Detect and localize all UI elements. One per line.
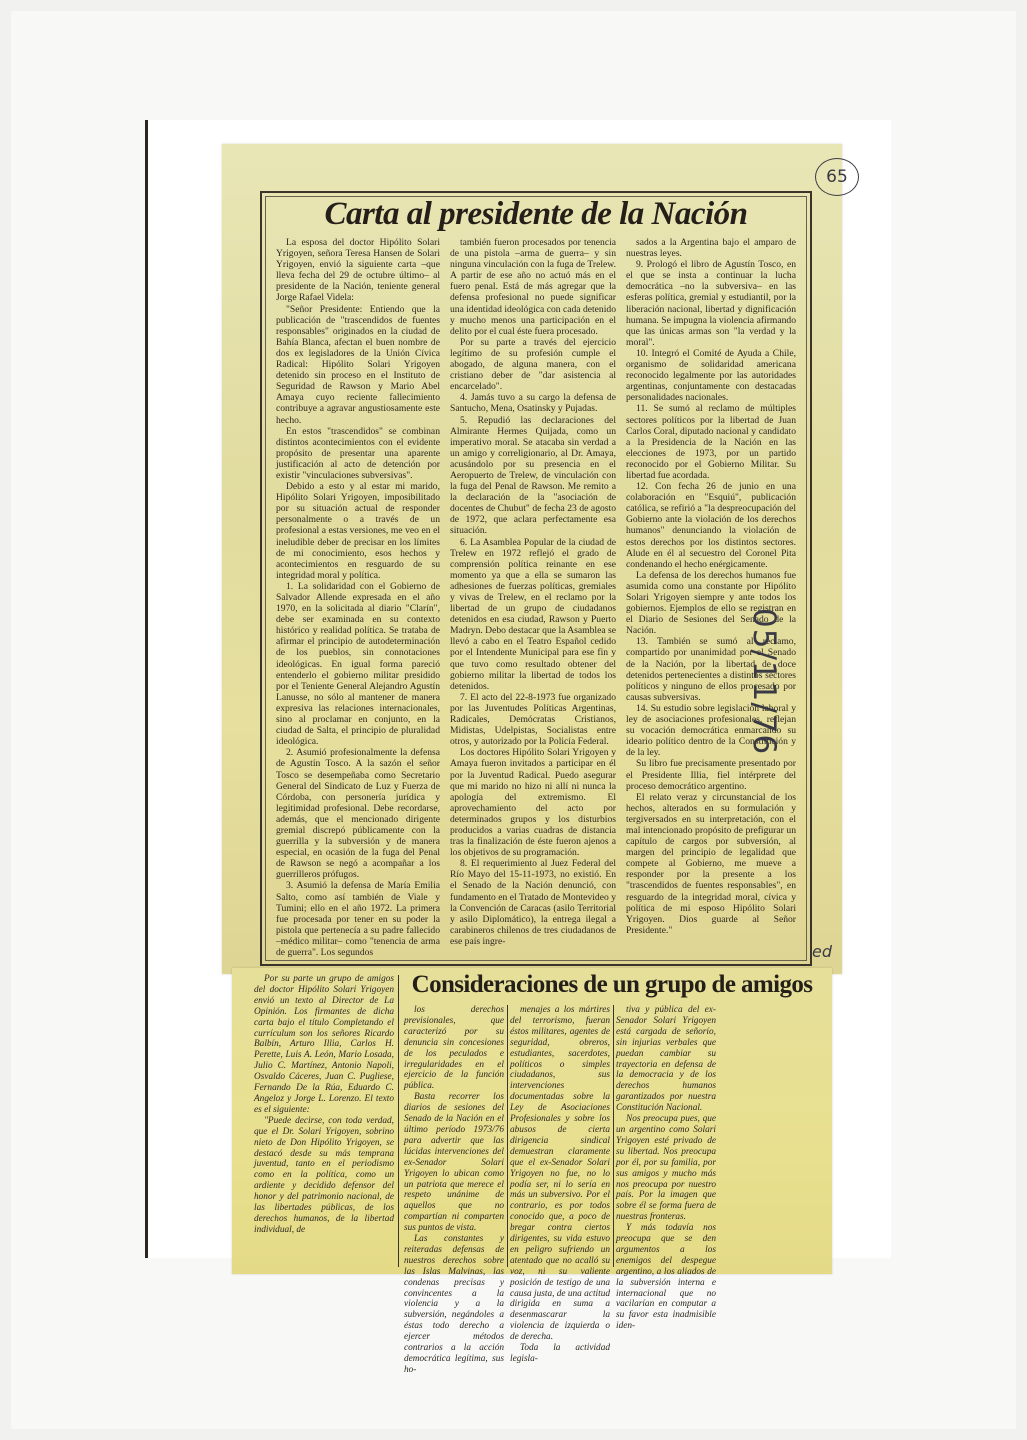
- paragraph: 13. También se sumó al reclamo, compartido por unanimidad por el Senado de la Nación, por la libertad de doce detenidos pertenecientes a distintos sectores políticos y ninguno de ellos procesado por causas subversivas.: [626, 636, 796, 703]
- paragraph: sados a la Argentina bajo el amparo de nuestras leyes.: [626, 237, 796, 260]
- paragraph: 6. La Asamblea Popular de la ciudad de Trelew en 1972 reflejó el grado de comprensión política reinante en ese momento ya que a ella se sumaron las adhesiones de fuerzas políticas, gremiales y vivas de Trelew, en el reclamo por la libertad de un grupo de ciudadanos detenidos en esa ciudad, Rawson y Puerto Madryn. Debo destacar que la Asamblea se llevó a cabo en el Teatro Español cedido por el Intendente Municipal para ese fin y que tuvo como resultado obtener del gobierno militar la libertad de todos los detenidos.: [450, 536, 616, 692]
- article-column-2: [450, 237, 616, 959]
- paragraph: también fueron procesados por tenencia de una pistola –arma de guerra– y sin ninguna vinculación con la fuga de Trelew. A partir de ese año no actuó más en el fuero penal. Está de más agregar que la defensa profesional no puede significar una identidad ideológica con cada detenido y mucho menos una participación en el delito por el cual éste fuera procesado.: [450, 237, 616, 337]
- paragraph: tiva y pública del ex-Senador Solari Yrigoyen está cargada de señorío, sin injurias verbales que puedan cambiar su trayectoria en defensa de la democracia y de los derechos humanos garantizados por nuestra Constitución Nacional.: [616, 1005, 716, 1114]
- paragraph: La esposa del doctor Hipólito Solari Yrigoyen, señora Teresa Hansen de Solari Yrigoyen, envió la siguiente carta –que lleva fecha del 29 de octubre último– al presidente de la Nación, teniente general Jorge Rafael Videla:: [276, 237, 440, 304]
- second-article-column-2: [510, 1005, 610, 1364]
- paragraph: Y más todavía nos preocupa que se den argumentos a los enemigos del despegue argentino, a los aliados de la subversión interna e internacional que no vacilarían en computar a su favor esta inadmisible iden-: [616, 1223, 716, 1332]
- paragraph: 9. Prologó el libro de Agustín Tosco, en el que se insta a continuar la lucha democrática –no la subversiva– en las esferas política, gremial y estudiantil, por la liberación nacional, libertad y dignificación humana. Se impugna la violencia afirmando que las únicas armas son "la verdad y la moral".: [626, 259, 796, 348]
- paragraph: Los doctores Hipólito Solari Yrigoyen y Amaya fueron invitados a participar en él por la Juventud Radical. Puedo asegurar que mi marido no hizo ni allí ni nunca la apología del extremismo. El aprovechamiento del acto por determinados grupos y los disturbios producidos a varias cuadras de distancia tras la finalización de éste fueron ajenos a los objetivos de su programación.: [450, 747, 616, 859]
- second-article-column-1: [404, 1005, 504, 1375]
- paragraph: Por su parte un grupo de amigos del doctor Hipólito Solari Yrigoyen envió un texto al Director de La Opinión. Los firmantes de dicha carta bajo el título Completando el currículum son los señores Ricardo Balbín, Arturo Illia, Carlos H. Perette, Luis A. León, Mario Losada, Julio C. Martínez, Antonio Napoli, Osvaldo Cáceres, Juan C. Pugliese, Fernando De la Rúa, Eduardo C. Angeloz y Jorge L. Lorenzo. El texto es el siguiente:: [254, 974, 394, 1115]
- paragraph: Las constantes y reiteradas defensas de nuestros derechos sobre las Islas Malvinas, las condenas precisas y convincentes a la violencia y a la subversión, negándoles a éstas todo derecho a ejercer métodos contrarios a la acción democrática legítima, sus ho-: [404, 1234, 504, 1375]
- paragraph: 2. Asumió profesionalmente la defensa de Agustín Tosco. A la sazón el señor Tosco se desempeñaba como Secretario General del Sindicato de Luz y Fuerza de Córdoba, con personería jurídica y legitimidad profesional. Debe recordarse, además, que el mencionado dirigente gremial discrepó públicamente con la guerrilla y la subversión y de manera especial, en ocasión de la fuga del Penal de Rawson se negó a acompañar a los guerrilleros prófugos.: [276, 747, 440, 881]
- second-article-headline: Consideraciones de un grupo de amigos: [411, 971, 813, 998]
- handwritten-date: 05/11/76: [746, 608, 782, 756]
- column-rule: [507, 1005, 508, 1267]
- paragraph: 8. El requerimiento al Juez Federal del Río Mayo del 15-11-1973, no existió. En el Senado de la Nación denunció, con fundamento en el Tratado de Montevideo y la Convención de Caracas (asilo Territorial y asilo Diplomático), la entrega ilegal a carabineros chilenos de tres ciudadanos de ese país ingre-: [450, 858, 616, 947]
- article-column-3: [626, 237, 796, 959]
- paragraph: los derechos previsionales, que caracterizó por su denuncia sin concesiones de los peculados e irregularidades en el ejercicio de la función pública.: [404, 1005, 504, 1092]
- second-article-column-3: [616, 1005, 716, 1332]
- article-column-1: [276, 237, 440, 959]
- paragraph: 5. Repudió las declaraciones del Almirante Hermes Quijada, como un imperativo moral. Se atacaba sin verdad a un amigo y correligionario, al Dr. Amaya, acusándolo por su presencia en el Aeropuerto de Trelew, de vinculación con la fuga del Penal de Rawson. Me remito a la declaración de la "asociación de docentes de Chubut" de fecha 23 de agosto de 1972, que aclara perfectamente esa situación.: [450, 414, 616, 537]
- paragraph: En estos "trascendidos" se combinan distintos acontecimientos con el evidente propósito de presentar una aparente justificación al acto de detención por existir "vinculaciones subversivas".: [276, 425, 440, 481]
- paragraph: Toda la actividad legisla-: [510, 1343, 610, 1364]
- paragraph: Basta recorrer los diarios de sesiones del Senado de la Nación en el último período 1973/76 para advertir que las lúcidas intervenciones del ex-Senador Solari Yrigoyen lo ubican como un patriota que merece el respeto unánime de aquellos que no compartían ni comparten sus puntos de vista.: [404, 1092, 504, 1234]
- paragraph: 1. La solidaridad con el Gobierno de Salvador Allende expresada en el año 1970, en la solicitada al diario "Clarín", debe ser examinada en su contexto histórico y realidad política. Se trataba de afirmar el principio de autodeterminación de los pueblos, sin connotaciones ideológicas. En igual forma pareció entenderlo el gobierno militar presidido por el Teniente General Alejandro Agustín Lanusse, no sólo al mantener de manera expresiva las relaciones internacionales, sino al proclamar en conjunto, en la ciudad de Salta, el principio de pluralidad ideológica.: [276, 580, 440, 748]
- paragraph: Su libro fue precisamente presentado por el Presidente Illia, fiel intérprete del proceso democrático argentino.: [626, 758, 796, 792]
- paragraph: 3. Asumió la defensa de María Emilia Salto, como así también de Viale y Tumini; ello en el año 1972. La primera fue procesada por tener en su poder la pistola que pertenecía a su padre fallecido –médico militar– como "tenencia de arma de guerra". Los segundos: [276, 880, 440, 958]
- paragraph: Por su parte a través del ejercicio legítimo de su profesión cumple el abogado, de alguna manera, con el cristiano deber de "dar asistencia al encarcelado".: [450, 336, 616, 393]
- paragraph: Nos preocupa pues, que un argentino como Solari Yrigoyen esté privado de su libertad. Nos preocupa por él, por su familia, por sus amigos y mucho más nos preocupa por nuestro país. Por la imagen que sobre él se forma fuera de nuestras fronteras.: [616, 1114, 716, 1223]
- column-rule: [613, 1005, 614, 1267]
- paragraph: "Señor Presidente: Entiendo que la publicación de "trascendidos de fuentes responsables" originados en la ciudad de Bahía Blanca, afectan el buen nombre de dos ex legisladores de la Unión Cívica Radical: Hipólito Solari Yrigoyen detenido sin proceso en el Instituto de Seguridad de Rawson y Mario Abel Amaya cuyo reciente fallecimiento contribuye a agravar angustiosamente este hecho.: [276, 303, 440, 426]
- article-headline: Carta al presidente de la Nación: [324, 196, 748, 232]
- paragraph: menajes a los mártires del terrorismo, fueran éstos militares, agentes de seguridad, obreros, estudiantes, sacerdotes, políticos o simples ciudadanos, sus intervenciones documentadas sobre la Ley de Asociaciones Profesionales y sobre los abusos de cierta dirigencia sindical demuestran claramente que el ex-Senador Solari Yrigoyen no fue, no lo podía ser, ni lo sería en más un subversivo. Por el contrario, es por todos conocido que, a poco de bregar contra ciertos dirigentes, su vida estuvo en peligro sufriendo un atentado que no acalló su voz, ni su valiente posición de testigo de una causa justa, de una actitud dirigida en suma a desenmascarar la violencia de izquierda o de derecha.: [510, 1005, 610, 1343]
- paragraph: 11. Se sumó al reclamo de múltiples sectores políticos por la libertad de Juan Carlos Coral, diputado nacional y candidato a la Presidencia de la Nación en las elecciones de 1973, por un partido reconocido por el Gobierno Militar. Su libertad fue acordada.: [626, 403, 796, 481]
- handwritten-page-number: 65: [815, 158, 859, 196]
- paragraph: 7. El acto del 22-8-1973 fue organizado por las Juventudes Políticas Argentinas, Radicales, Demócratas Cristianos, Midistas, Udelpistas, Socialistas entre otros, y autorizado por la Policía Federal.: [450, 691, 616, 748]
- paragraph: 4. Jamás tuvo a su cargo la defensa de Santucho, Mena, Osatinsky y Pujadas.: [450, 392, 616, 415]
- paragraph: 10. Integró el Comité de Ayuda a Chile, organismo de solidaridad americana reconocido legalmente por las autoridades argentinas, conjuntamente con destacadas personalidades nacionales.: [626, 347, 796, 404]
- paragraph: "Puede decirse, con toda verdad, que el Dr. Solari Yrigoyen, sobrino nieto de Don Hipólito Yrigoyen, se destacó desde su más temprana juventud, tanto en el periodismo como en la política, como un ardiente y decidido defensor del honor y del patrimonio nacional, de las libertades públicas, de los derechos humanos, de la libertad individual, de: [254, 1115, 394, 1235]
- second-article-lead: [254, 974, 394, 1268]
- paragraph: Debido a esto y al estar mi marido, Hipólito Solari Yrigoyen, imposibilitado por su situación actual de responder personalmente o a través de un profesional a estas versiones, me veo en el ineludible deber de precisar en los límites de mi conocimiento, esos hechos y acontecimientos en resguardo de su integridad moral y política.: [276, 481, 440, 581]
- handwritten-initials: ed: [812, 942, 832, 961]
- paragraph: 12. Con fecha 26 de junio en una colaboración en "Esquiú", publicación católica, se refirió a "la despreocupación del Gobierno ante la violación de los derechos humanos" denunciando la violación de estos derechos por los distintos sectores. Alude en él al secuestro del Coronel Pita condenando el hecho enérgicamente.: [626, 481, 796, 570]
- paragraph: La defensa de los derechos humanos fue asumida como una constante por Hipólito Solari Yrigoyen siempre y ante todos los gobiernos. Ejemplos de ello se registran en el Diario de Sesiones del Senado de la Nación.: [626, 569, 796, 637]
- paragraph: El relato veraz y circunstancial de los hechos, alterados en su formulación y tergiversados en su interpretación, con el mal intencionado propósito de prefigurar un capítulo de cargos por subversión, al margen del principio de legalidad que compete al Gobierno, me mueve a responder por la presente a los "trascendidos de fuentes responsables", en resguardo de la integridad moral, cívica y política de mi esposo Hipólito Solari Yrigoyen. Dios guarde al Señor Presidente.": [626, 791, 796, 936]
- paragraph: 14. Su estudio sobre legislación laboral y ley de asociaciones profesionales, reflejan su vocación democrática enmarcando su ideario político dentro de la Constitución y de la ley.: [626, 702, 796, 759]
- lead-column-rule: [398, 975, 399, 1267]
